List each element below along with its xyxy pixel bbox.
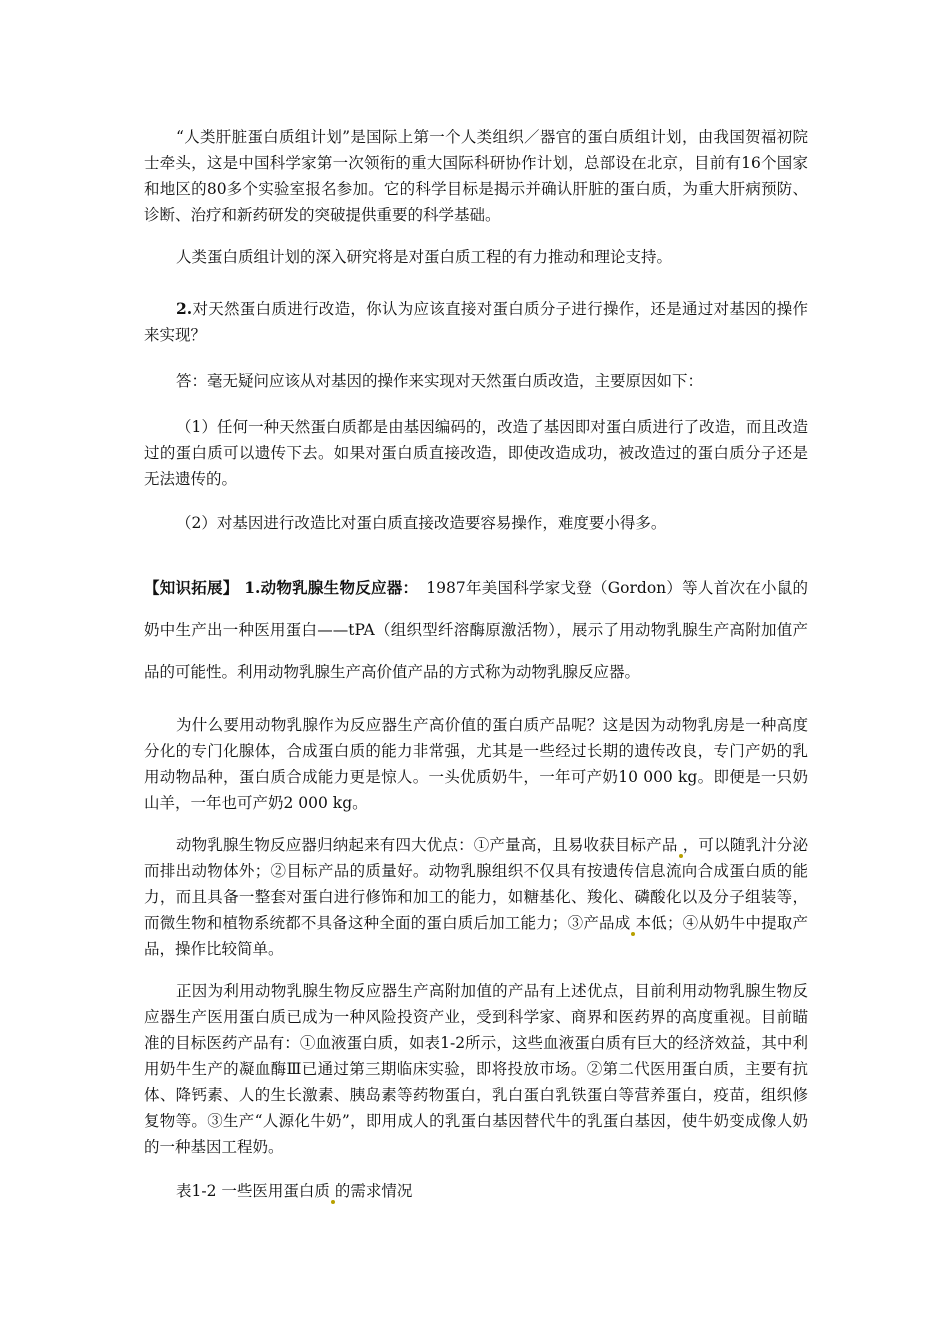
annotation-mark — [679, 854, 683, 858]
question-2 — [144, 296, 808, 348]
extension-text: 1987年美国科学家戈登（Gordon）等人首次在小鼠的奶中生产出一种医用蛋白——tPA（组织型纤溶酶原激活物），展示了用动物乳腺生产高附加值产品的可能性。利用动物乳腺生产高价值产品的方式称为动物乳腺反应器。 — [144, 579, 808, 681]
paragraph-why-mammary: 为什么要用动物乳腺作为反应器生产高价值的蛋白质产品呢？这是因为动物乳房是一种高度分化的专门化腺体，合成蛋白质的能力非常强，尤其是一些经过长期的遗传改良，专门产奶的乳用动物品种，蛋白质合成能力更是惊人。一头优质奶牛，一年可产奶10 000 kg。即便是一只奶山羊，一年也可产奶2 000 kg。 — [144, 716, 808, 812]
table-caption-part-a: 表1-2 一些医用蛋白质 — [176, 1182, 330, 1200]
question-number: 2. — [176, 299, 193, 318]
reason-1: （1）任何一种天然蛋白质都是由基因编码的，改造了基因即对蛋白质进行了改造，而且改造过的蛋白质可以遗传下去。如果对蛋白质直接改造，即使改造成功，被改造过的蛋白质分子还是无法遗传的。 — [144, 418, 808, 488]
advantages-part-a: 动物乳腺生物反应器归纳起来有四大优点：①产量高，且易收获目标产品 — [176, 836, 678, 854]
paragraph-advantages — [144, 832, 808, 962]
annotation-mark — [631, 932, 635, 936]
paragraph-liver-proteome: “人类肝脏蛋白质组计划”是国际上第一个人类组织／器官的蛋白质组计划，由我国贺福初院士牵头，这是中国科学家第一次领衔的重大国际科研协作计划，总部设在北京，目前有16个国家和地区的80多个实验室报名参加。它的科学目标是揭示并确认肝脏的蛋白质，为重大肝病预防、诊断、治疗和新药研发的突破提供重要的科学基础。 — [144, 128, 808, 224]
knowledge-extension — [144, 567, 808, 693]
advantages-part-b: ，可以随乳汁分泌而排出动物体外；②目标产品的质量好。动物乳腺组织不仅具有按遗传信息流向合成蛋白质的能力，而且具备一整套对蛋白进行修饰和加工的能力，如糖基化、羧化、磷酸化以及分子组装等，而微生物和植物系统都不具备这种全面的蛋白质后加工能力；③产品成 — [144, 836, 808, 932]
table-caption — [144, 1178, 808, 1204]
paragraph-market: 正因为利用动物乳腺生物反应器生产高附加值的产品有上述优点，目前利用动物乳腺生物反应器生产医用蛋白质已成为一种风险投资产业，受到科学家、商界和医药界的高度重视。目前瞄准的目标医药产品有：①血液蛋白质，如表1-2所示，这些血液蛋白质有巨大的经济效益，其中利用奶牛生产的凝血酶Ⅲ已通过第三期临床实验，即将投放市场。②第二代医用蛋白质，主要有抗体、降钙素、人的生长激素、胰岛素等药物蛋白，乳白蛋白乳铁蛋白等营养蛋白，疫苗，组织修复物等。③生产“人源化牛奶”，即用成人的乳蛋白基因替代牛的乳蛋白基因，使牛奶变成像人奶的一种基因工程奶。 — [144, 982, 808, 1156]
paragraph-proteome-research: 人类蛋白质组计划的深入研究将是对蛋白质工程的有力推动和理论支持。 — [176, 248, 673, 266]
answer-intro: 答：毫无疑问应该从对基因的操作来实现对天然蛋白质改造，主要原因如下： — [176, 372, 704, 390]
question-text: 对天然蛋白质进行改造，你认为应该直接对蛋白质分子进行操作，还是通过对基因的操作来实现？ — [144, 300, 808, 344]
extension-heading: 【知识拓展】 1.动物乳腺生物反应器： — [144, 578, 411, 597]
reason-2: （2）对基因进行改造比对蛋白质直接改造要容易操作，难度要小得多。 — [176, 514, 667, 532]
annotation-mark — [331, 1200, 335, 1204]
advantages-part-c: 本低；④从奶牛中提取产品，操作比较简单。 — [144, 914, 808, 958]
table-caption-part-b: 的需求情况 — [334, 1182, 413, 1200]
